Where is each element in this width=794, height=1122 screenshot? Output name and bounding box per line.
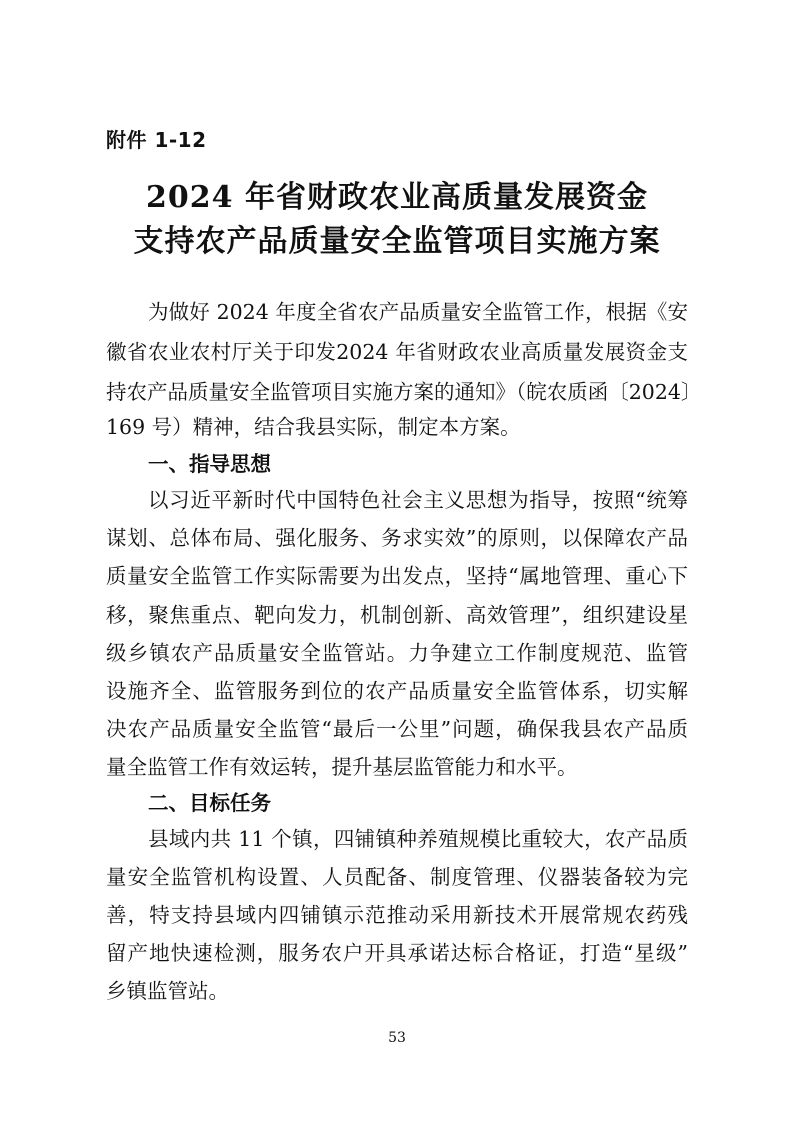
document-title-line-1: 2024 年省财政农业高质量发展资金 — [146, 180, 648, 215]
section1-line: 移，聚焦重点、靶向发力，机制创新、高效管理”，组织建设星 — [106, 603, 688, 627]
section1-line: 谋划、总体布局、强化服务、务求实效”的原则，以保障农产品 — [106, 526, 688, 550]
section1-line: 级乡镇农产品质量安全监管站。力争建立工作制度规范、监管 — [106, 641, 688, 665]
section2-line: 乡镇监管站。 — [106, 979, 229, 1003]
document-title-line-2: 支持农产品质量安全监管项目实施方案 — [133, 224, 661, 259]
intro-line: 徽省农业农村厅关于印发2024 年省财政农业高质量发展资金支 — [106, 340, 688, 364]
section2-line: 留产地快速检测，服务农户开具承诺达标合格证，打造“星级” — [106, 941, 688, 965]
page-number: 53 — [388, 1030, 406, 1046]
section1-line: 决农产品质量安全监管“最后一公里”问题，确保我县农产品质 — [106, 717, 688, 741]
section1-line: 量全监管工作有效运转，提升基层监管能力和水平。 — [106, 755, 578, 779]
attachment-label: 附件 1-12 — [106, 128, 207, 152]
section1-line: 质量安全监管工作实际需要为出发点，坚持“属地管理、重心下 — [106, 564, 688, 588]
section-heading-guiding-ideology: 一、指导思想 — [148, 452, 271, 476]
intro-line: 为做好 2024 年度全省农产品质量安全监管工作，根据《安 — [148, 300, 688, 324]
section2-line: 善，特支持县域内四铺镇示范推动采用新技术开展常规农药残 — [106, 903, 688, 927]
section1-line: 以习近平新时代中国特色社会主义思想为指导，按照“统筹 — [148, 488, 688, 512]
intro-line: 169 号）精神，结合我县实际，制定本方案。 — [106, 415, 521, 439]
section2-line: 县域内共 11 个镇，四铺镇种养殖规模比重较大，农产品质 — [148, 827, 688, 851]
section-heading-goals-tasks: 二、目标任务 — [148, 791, 271, 815]
section2-line: 量安全监管机构设置、人员配备、制度管理、仪器装备较为完 — [106, 865, 688, 889]
intro-line: 持农产品质量安全监管项目实施方案的通知》（皖农质函〔2024〕 — [106, 380, 702, 404]
section1-line: 设施齐全、监管服务到位的农产品质量安全监管体系，切实解 — [106, 679, 688, 703]
